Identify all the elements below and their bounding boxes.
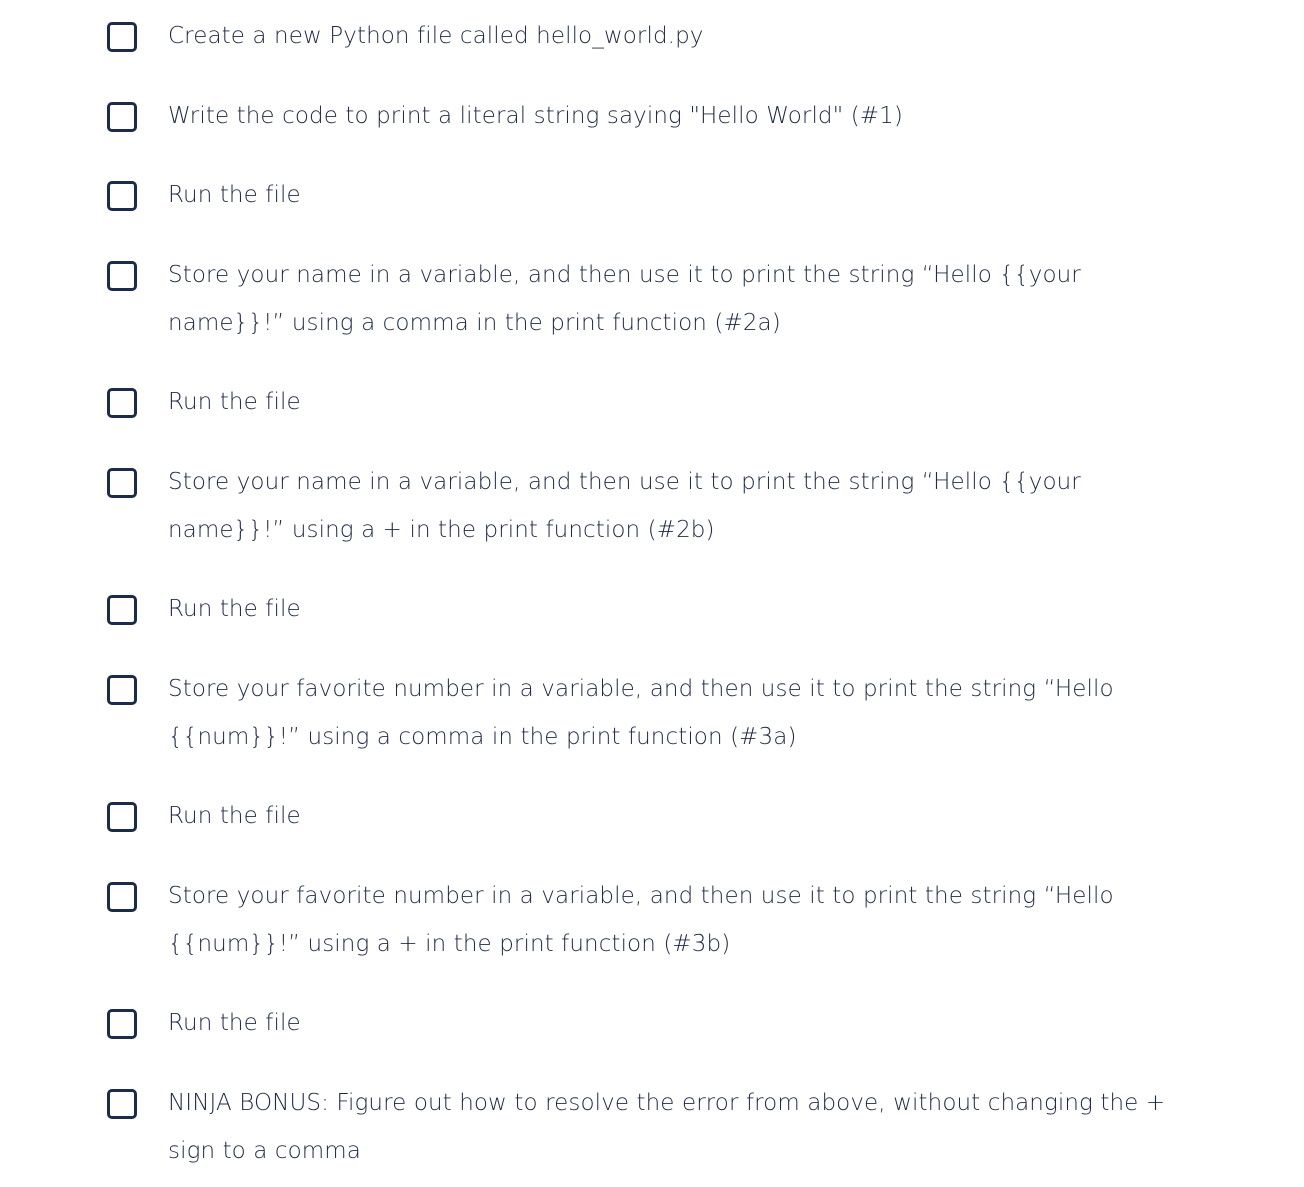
task-label: Run the file bbox=[168, 389, 301, 415]
task-label: Run the file bbox=[168, 182, 301, 208]
task-checkbox[interactable] bbox=[107, 595, 137, 625]
task-checkbox[interactable] bbox=[107, 102, 137, 132]
task-label: Write the code to print a literal string saying "Hello World" (#1) bbox=[168, 103, 903, 129]
task-label: Store your name in a variable, and then use it to print the string “Hello {{your name}}!” using a + in the print function (#2b) bbox=[168, 469, 1081, 543]
task-label: Store your favorite number in a variable, and then use it to print the string “Hello {{num}}!” using a comma in the print function (#3a) bbox=[168, 676, 1114, 750]
task-checkbox[interactable] bbox=[107, 388, 137, 418]
task-label: Store your favorite number in a variable, and then use it to print the string “Hello {{num}}!” using a + in the print function (#3b) bbox=[168, 883, 1114, 957]
task-checkbox[interactable] bbox=[107, 882, 137, 912]
task-checkbox[interactable] bbox=[107, 22, 137, 52]
task-label: Run the file bbox=[168, 1010, 301, 1036]
task-label: Create a new Python file called hello_world.py bbox=[168, 23, 704, 49]
task-checkbox[interactable] bbox=[107, 675, 137, 705]
task-label: Run the file bbox=[168, 803, 301, 829]
task-checkbox[interactable] bbox=[107, 181, 137, 211]
task-label: Store your name in a variable, and then use it to print the string “Hello {{your name}}!” using a comma in the print function (#2a) bbox=[168, 262, 1081, 336]
task-label: NINJA BONUS: Figure out how to resolve the error from above, without changing the + sign to a comma bbox=[168, 1090, 1166, 1164]
task-checkbox[interactable] bbox=[107, 1009, 137, 1039]
task-checkbox[interactable] bbox=[107, 1089, 137, 1119]
task-checkbox[interactable] bbox=[107, 261, 137, 291]
task-label: Run the file bbox=[168, 596, 301, 622]
task-checkbox[interactable] bbox=[107, 468, 137, 498]
task-checkbox[interactable] bbox=[107, 802, 137, 832]
